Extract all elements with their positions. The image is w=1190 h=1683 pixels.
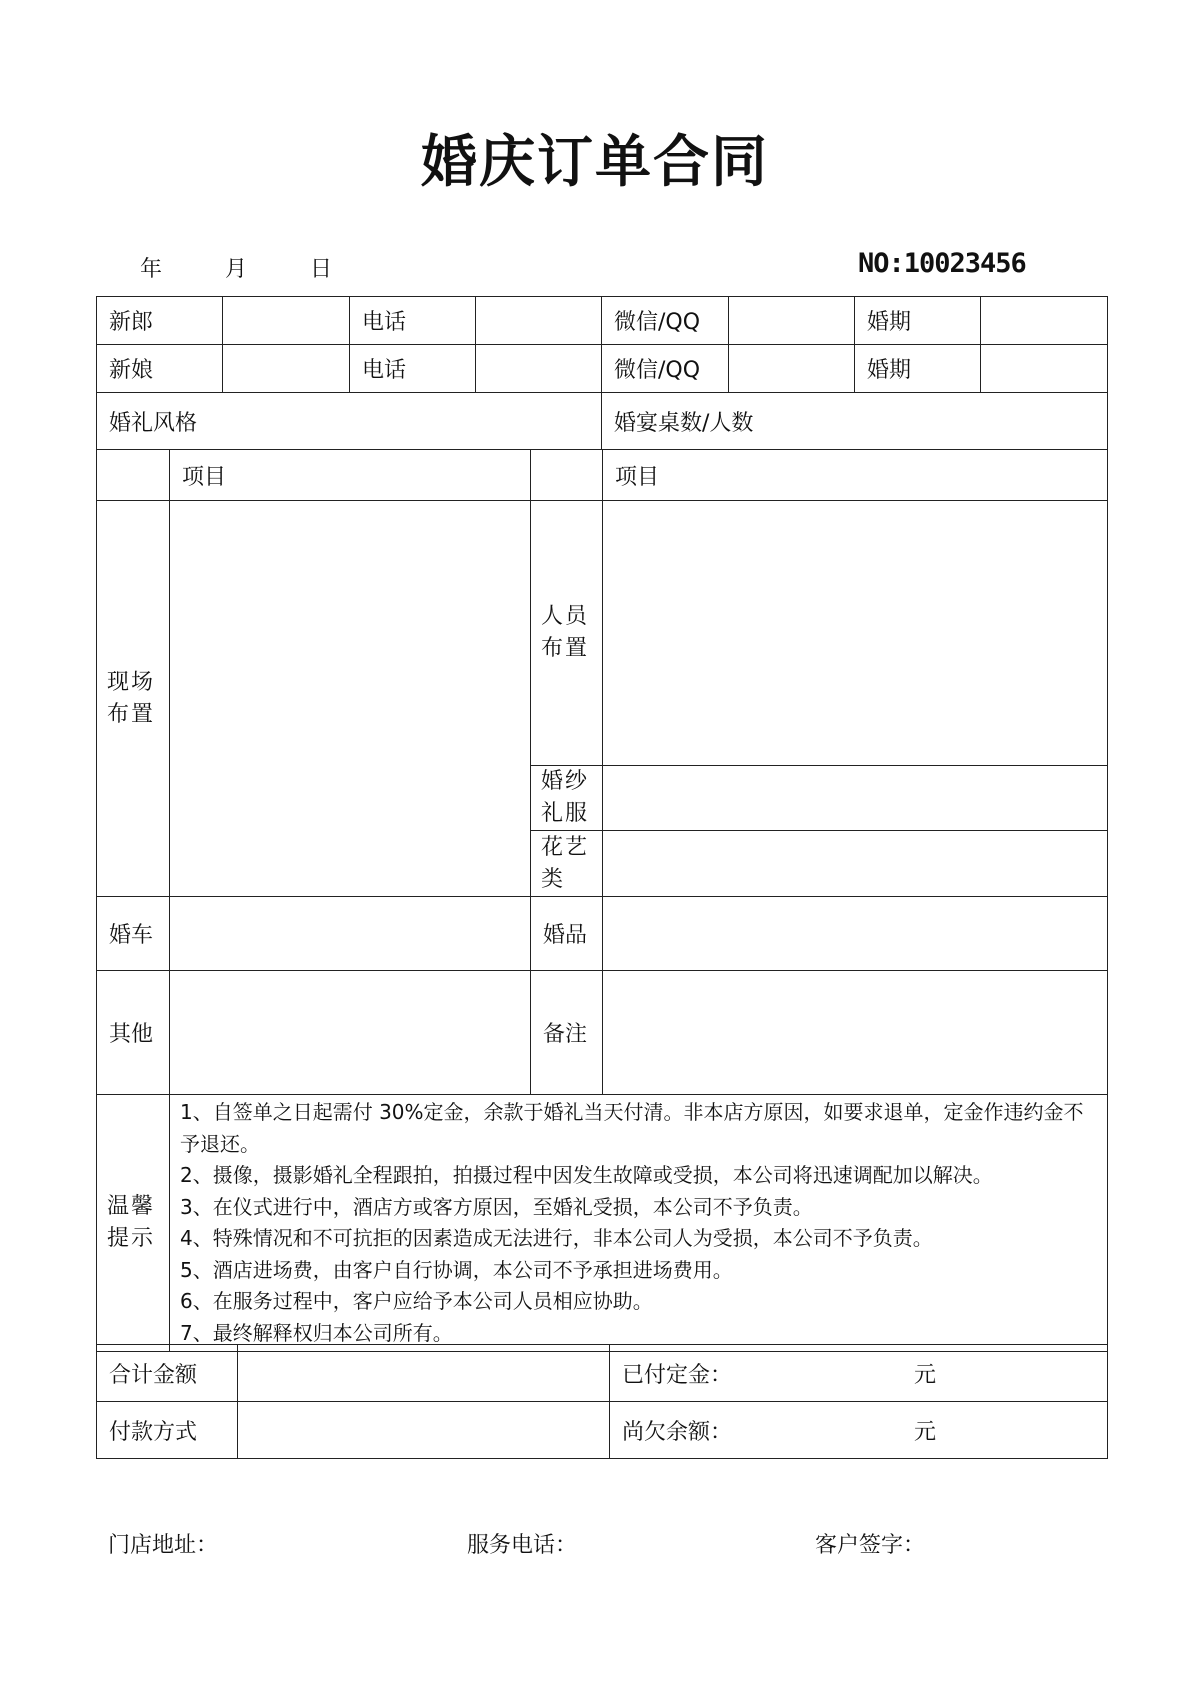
item-header-right: 项目	[603, 450, 1108, 501]
bride-wedding-date-label: 婚期	[855, 345, 981, 393]
groom-wedding-date-field[interactable]	[981, 297, 1108, 345]
groom-phone-field[interactable]	[476, 297, 602, 345]
goods-label: 婚品	[531, 897, 603, 971]
items-corner-right	[531, 450, 603, 501]
dress-field[interactable]	[603, 766, 1108, 831]
payment-method-label: 付款方式	[97, 1402, 238, 1459]
tip-line-2: 2、摄像，摄影婚礼全程跟拍，拍摄过程中因发生故障或受损，本公司将迅速调配加以解决。	[180, 1163, 993, 1187]
deposit-field[interactable]	[610, 1345, 1108, 1402]
staff-field[interactable]	[603, 501, 1108, 766]
deposit-label: 已付定金：	[622, 1362, 733, 1388]
car-label: 婚车	[97, 897, 170, 971]
car-field[interactable]	[170, 897, 531, 971]
notes-field[interactable]	[603, 971, 1108, 1095]
payment-table	[96, 1344, 1107, 1459]
bride-phone-label: 电话	[350, 345, 476, 393]
wedding-style-label: 婚礼风格	[109, 410, 198, 436]
balance-unit: 元	[914, 1419, 937, 1445]
notes-label: 备注	[531, 971, 603, 1095]
tip-line-1: 1、自签单之日起需付 30%定金，余款于婚礼当天付清。非本店方原因，如要求退单，定金作违约金不予退还。	[180, 1100, 1084, 1156]
date-year-label: 年	[140, 257, 163, 282]
bride-label: 新娘	[97, 345, 223, 393]
bride-field[interactable]	[223, 345, 350, 393]
tip-line-4: 4、特殊情况和不可抗拒的因素造成无法进行，非本公司人为受损，本公司不予负责。	[180, 1226, 933, 1250]
flowers-label: 花艺类	[531, 831, 603, 897]
tips-label: 温馨提示	[97, 1095, 170, 1352]
tip-line-5: 5、酒店进场费，由客户自行协调，本公司不予承担进场费用。	[180, 1257, 733, 1282]
tips-content	[170, 1095, 1108, 1352]
groom-field[interactable]	[223, 297, 350, 345]
balance-field[interactable]	[610, 1402, 1108, 1459]
bride-phone-field[interactable]	[476, 345, 602, 393]
groom-wechat-label: 微信/QQ	[602, 297, 729, 345]
staff-label: 人员布置	[531, 501, 603, 766]
items-table	[96, 449, 1107, 1352]
tip-line-7: 7、最终解释权归本公司所有。	[180, 1320, 453, 1345]
customer-signature-label: 客户签字：	[815, 1533, 926, 1558]
groom-label: 新郎	[97, 297, 223, 345]
wedding-style-field[interactable]	[97, 393, 602, 450]
order-number: NO:10023456	[858, 248, 1026, 279]
bride-wechat-label: 微信/QQ	[602, 345, 729, 393]
other-label: 其他	[97, 971, 170, 1095]
store-address-label: 门店地址：	[108, 1533, 219, 1558]
service-phone-label: 服务电话：	[467, 1533, 578, 1558]
page-title: 婚庆订单合同	[421, 130, 769, 195]
date-month-label: 月	[225, 257, 248, 282]
tip-line-6: 6、在服务过程中，客户应给予本公司人员相应协助。	[180, 1289, 653, 1313]
deposit-unit: 元	[914, 1362, 937, 1388]
balance-label: 尚欠余额：	[622, 1419, 733, 1445]
bride-wechat-field[interactable]	[729, 345, 855, 393]
date-day-label: 日	[310, 257, 333, 282]
banquet-tables-label: 婚宴桌数/人数	[614, 410, 754, 436]
banquet-tables-field[interactable]	[602, 393, 1108, 450]
venue-label: 现场布置	[97, 501, 170, 897]
groom-wedding-date-label: 婚期	[855, 297, 981, 345]
total-field[interactable]	[238, 1345, 610, 1402]
payment-method-field[interactable]	[238, 1402, 610, 1459]
items-corner-left	[97, 450, 170, 501]
groom-phone-label: 电话	[350, 297, 476, 345]
groom-wechat-field[interactable]	[729, 297, 855, 345]
total-label: 合计金额	[97, 1345, 238, 1402]
goods-field[interactable]	[603, 897, 1108, 971]
bride-wedding-date-field[interactable]	[981, 345, 1108, 393]
tip-line-3: 3、在仪式进行中，酒店方或客方原因，至婚礼受损，本公司不予负责。	[180, 1194, 813, 1219]
other-field[interactable]	[170, 971, 531, 1095]
item-header-left: 项目	[170, 450, 531, 501]
flowers-field[interactable]	[603, 831, 1108, 897]
venue-field[interactable]	[170, 501, 531, 897]
dress-label: 婚纱礼服	[531, 766, 603, 831]
info-table	[96, 296, 1107, 450]
